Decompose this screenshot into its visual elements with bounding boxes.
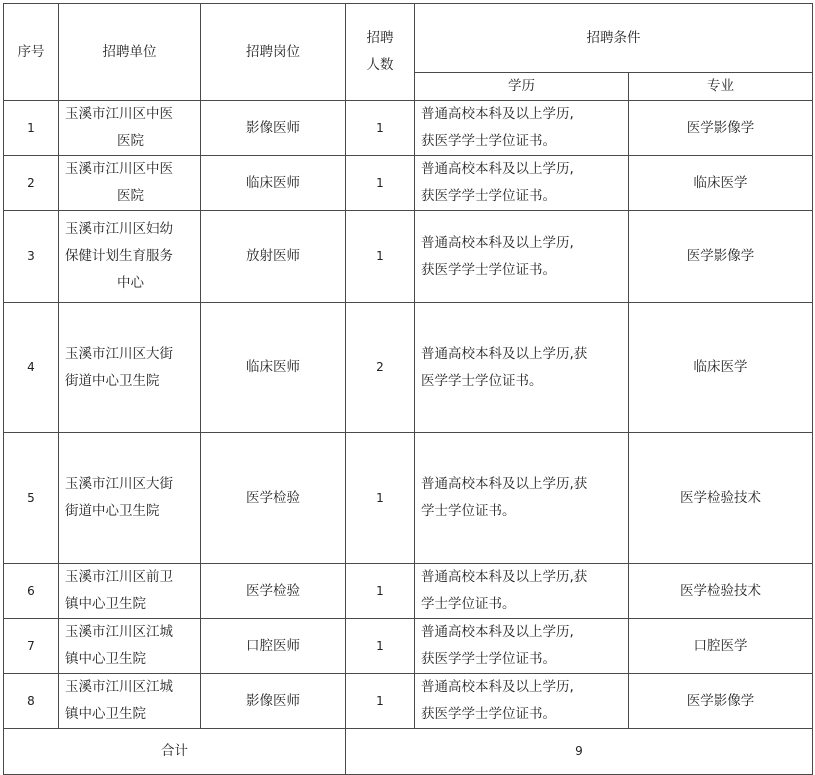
total-label: 合计 (4, 729, 346, 775)
header-count-line2: 人数 (366, 57, 394, 73)
row-unit: 玉溪市江川区中医 医院 (59, 156, 201, 211)
row-education: 普通高校本科及以上学历,获 学士学位证书。 (415, 433, 629, 564)
row-count: 2 (346, 303, 415, 433)
row-post: 临床医师 (201, 156, 346, 211)
row-unit: 玉溪市江川区大街 街道中心卫生院 (59, 303, 201, 433)
row-count: 1 (346, 211, 415, 303)
row-post: 口腔医师 (201, 619, 346, 674)
row-education: 普通高校本科及以上学历, 获医学学士学位证书。 (415, 619, 629, 674)
header-unit: 招聘单位 (59, 4, 201, 101)
row-no: 1 (4, 101, 59, 156)
row-unit: 玉溪市江川区江城 镇中心卫生院 (59, 674, 201, 729)
header-post: 招聘岗位 (201, 4, 346, 101)
row-count: 1 (346, 564, 415, 619)
total-row (4, 729, 813, 775)
recruitment-table (3, 3, 813, 775)
row-no: 7 (4, 619, 59, 674)
row-education: 普通高校本科及以上学历,获 学士学位证书。 (415, 564, 629, 619)
table-row (4, 211, 813, 303)
row-education: 普通高校本科及以上学历, 获医学学士学位证书。 (415, 101, 629, 156)
header-count (346, 4, 415, 101)
header-major: 专业 (629, 73, 813, 101)
row-no: 3 (4, 211, 59, 303)
row-count: 1 (346, 156, 415, 211)
row-post: 医学检验 (201, 433, 346, 564)
header-no: 序号 (4, 4, 59, 101)
row-no: 5 (4, 433, 59, 564)
row-unit: 玉溪市江川区大街 街道中心卫生院 (59, 433, 201, 564)
row-major: 临床医学 (629, 303, 813, 433)
row-unit: 玉溪市江川区江城 镇中心卫生院 (59, 619, 201, 674)
row-count: 1 (346, 101, 415, 156)
row-post: 放射医师 (201, 211, 346, 303)
row-post: 医学检验 (201, 564, 346, 619)
header-row (4, 4, 813, 73)
total-value: 9 (346, 729, 813, 775)
table-row (4, 303, 813, 433)
row-unit: 玉溪市江川区中医 医院 (59, 101, 201, 156)
row-education: 普通高校本科及以上学历, 获医学学士学位证书。 (415, 156, 629, 211)
row-unit: 玉溪市江川区妇幼 保健计划生育服务 中心 (59, 211, 201, 303)
table-row (4, 674, 813, 729)
table-row (4, 619, 813, 674)
table-row (4, 101, 813, 156)
row-count: 1 (346, 433, 415, 564)
row-major: 医学影像学 (629, 674, 813, 729)
row-post: 影像医师 (201, 674, 346, 729)
row-unit: 玉溪市江川区前卫 镇中心卫生院 (59, 564, 201, 619)
row-education: 普通高校本科及以上学历, 获医学学士学位证书。 (415, 674, 629, 729)
header-education: 学历 (415, 73, 629, 101)
row-no: 4 (4, 303, 59, 433)
header-conditions: 招聘条件 (415, 4, 813, 73)
row-no: 6 (4, 564, 59, 619)
row-major: 医学检验技术 (629, 564, 813, 619)
row-major: 医学影像学 (629, 101, 813, 156)
row-no: 2 (4, 156, 59, 211)
header-count-line1: 招聘 (366, 30, 394, 46)
row-major: 口腔医学 (629, 619, 813, 674)
row-count: 1 (346, 619, 415, 674)
row-no: 8 (4, 674, 59, 729)
table-row (4, 433, 813, 564)
row-count: 1 (346, 674, 415, 729)
row-major: 医学影像学 (629, 211, 813, 303)
table-row (4, 564, 813, 619)
row-major: 临床医学 (629, 156, 813, 211)
row-post: 影像医师 (201, 101, 346, 156)
table-row (4, 156, 813, 211)
row-education: 普通高校本科及以上学历,获 医学学士学位证书。 (415, 303, 629, 433)
row-post: 临床医师 (201, 303, 346, 433)
row-education: 普通高校本科及以上学历, 获医学学士学位证书。 (415, 211, 629, 303)
row-major: 医学检验技术 (629, 433, 813, 564)
